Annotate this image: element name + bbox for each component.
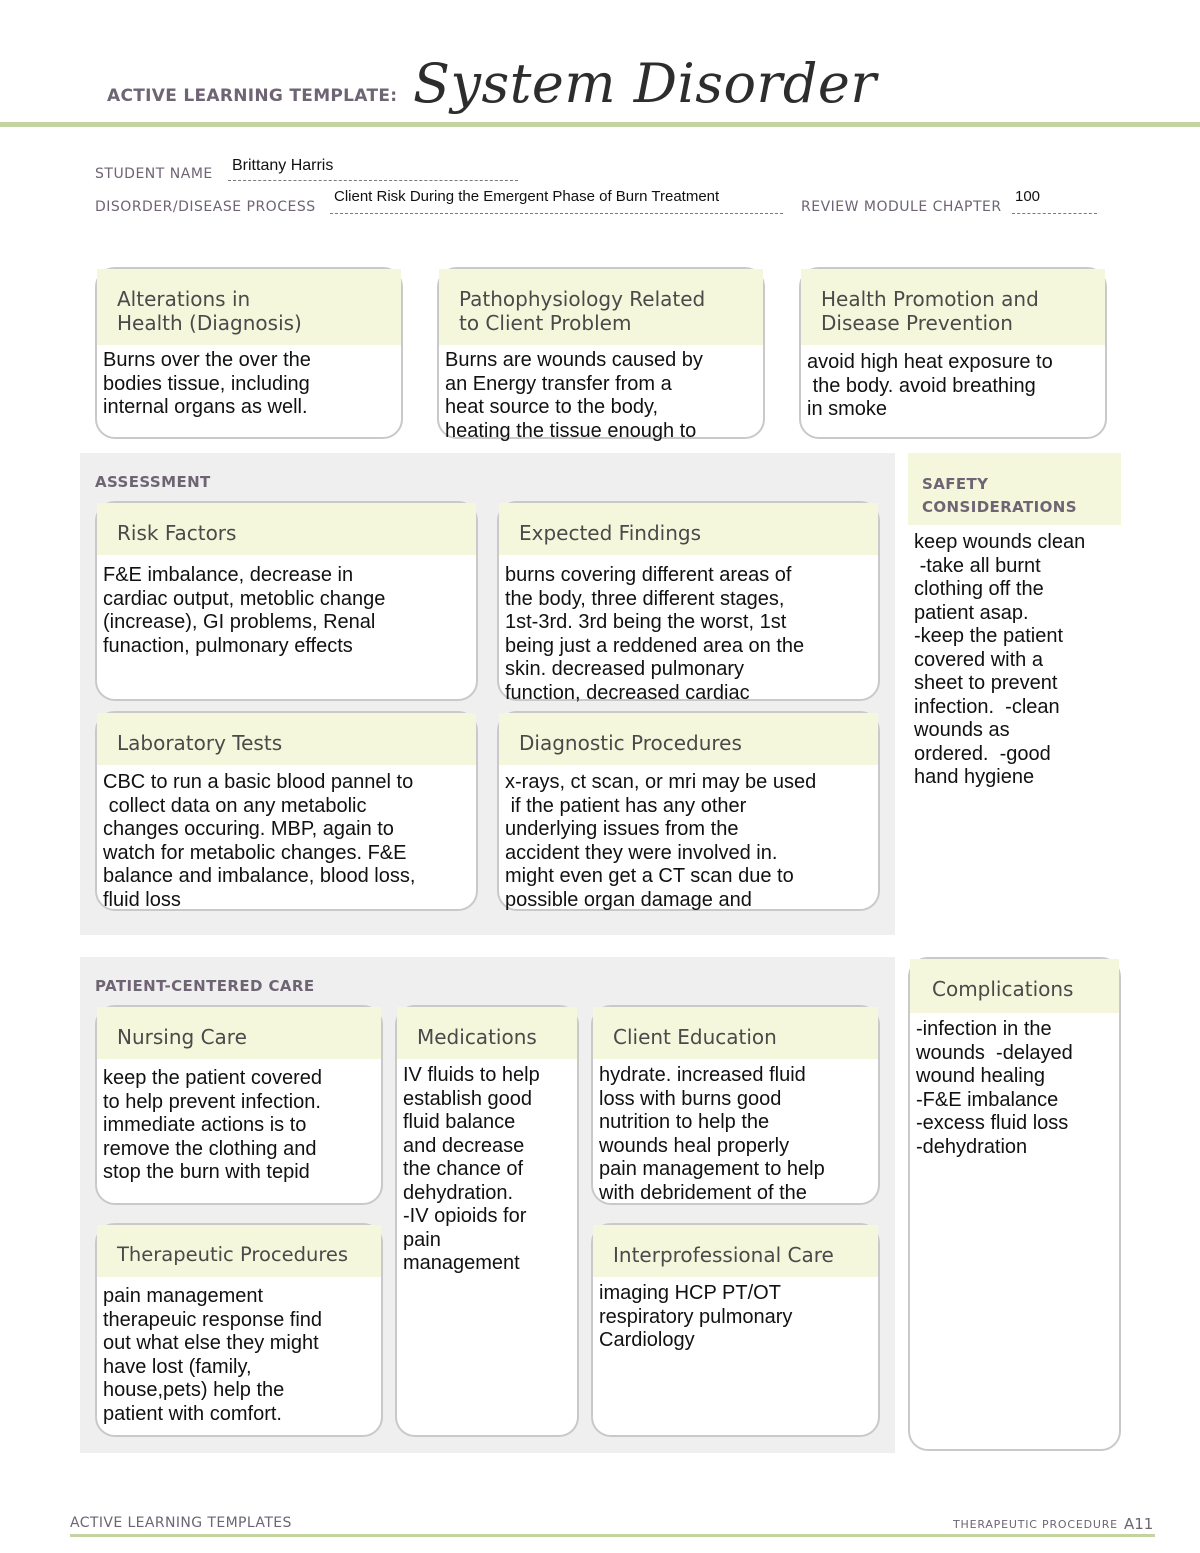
interprofessional-care-text[interactable]: imaging HCP PT/OT respiratory pulmonary Cardiology xyxy=(599,1282,793,1351)
therapeutic-procedures-title: Therapeutic Procedures xyxy=(97,1225,381,1277)
student-name-value: Brittany Harris xyxy=(232,157,334,174)
chapter-value: 100 xyxy=(1015,188,1041,205)
page-title: System Disorder xyxy=(413,52,877,115)
laboratory-tests-title: Laboratory Tests xyxy=(97,713,476,765)
expected-findings-box xyxy=(497,501,880,704)
complications-title: Complications xyxy=(910,959,1119,1013)
nursing-care-text[interactable]: keep the patient covered to help prevent infection. immediate actions is to remove the clothing and stop the burn with tepid xyxy=(103,1067,323,1183)
page-number: A11 xyxy=(1124,1515,1154,1533)
complications-text[interactable]: -infection in the wounds -delayed wound healing -F&E imbalance -excess fluid loss -dehydration xyxy=(916,1018,1073,1158)
interprofessional-care-title: Interprofessional Care xyxy=(593,1225,878,1277)
footer-section: THERAPEUTIC PROCEDURE xyxy=(953,1518,1118,1531)
footer-divider xyxy=(70,1534,1155,1537)
alterations-text[interactable]: Burns over the over the bodies tissue, including internal organs as well. xyxy=(103,349,311,418)
health-promotion-title: Health Promotion and Disease Prevention xyxy=(801,269,1105,345)
risk-factors-text[interactable]: F&E imbalance, decrease in cardiac output, metoblic change (increase), GI problems, Renal funaction, pulmonary effects xyxy=(103,564,386,657)
disorder-value: Client Risk During the Emergent Phase of Burn Treatment xyxy=(334,188,720,205)
client-education-title: Client Education xyxy=(593,1007,878,1059)
disorder-field[interactable] xyxy=(330,188,783,214)
client-education-text[interactable]: hydrate. increased fluid loss with burns good nutrition to help the wounds heal properly pain management to help with debridement of the xyxy=(599,1064,825,1204)
therapeutic-procedures-text[interactable]: pain management therapeuic response find out what else they might have lost (family, house,pets) help the patient with comfort. xyxy=(103,1285,323,1425)
diagnostic-procedures-title: Diagnostic Procedures xyxy=(499,713,878,765)
safety-text[interactable]: keep wounds clean -take all burnt clothing off the patient asap. -keep the patient covered with a sheet to prevent infection. -clean wounds as ordered. -good hand hygiene xyxy=(914,531,1086,788)
medications-box xyxy=(395,1005,579,1437)
student-name-label: STUDENT NAME xyxy=(95,166,213,182)
alterations-box xyxy=(95,267,403,439)
medications-title: Medications xyxy=(397,1007,577,1059)
assessment-label: ASSESSMENT xyxy=(95,473,211,491)
complications-box xyxy=(908,957,1121,1451)
header-divider xyxy=(0,122,1200,127)
safety-panel xyxy=(908,453,1121,935)
pathophysiology-text[interactable]: Burns are wounds caused by an Energy transfer from a heat source to the body, heating the tissue enough to xyxy=(445,349,703,442)
nursing-care-title: Nursing Care xyxy=(97,1007,381,1059)
health-promotion-text[interactable]: avoid high heat exposure to the body. avoid breathing in smoke xyxy=(807,351,1053,420)
pathophysiology-box xyxy=(437,267,765,442)
risk-factors-box xyxy=(95,501,478,701)
laboratory-tests-box xyxy=(95,711,478,911)
interprofessional-care-box xyxy=(591,1223,880,1437)
footer-left: ACTIVE LEARNING TEMPLATES xyxy=(70,1515,292,1531)
health-promotion-box xyxy=(799,267,1107,439)
template-label: ACTIVE LEARNING TEMPLATE: xyxy=(107,86,398,106)
expected-findings-title: Expected Findings xyxy=(499,503,878,555)
disorder-label: DISORDER/DISEASE PROCESS xyxy=(95,199,316,215)
nursing-care-box xyxy=(95,1005,383,1205)
pathophysiology-title: Pathophysiology Related to Client Problem xyxy=(439,269,763,345)
diagnostic-procedures-text[interactable]: x-rays, ct scan, or mri may be used if the patient has any other underlying issues from the accident they were involved in. might even get a CT scan due to possible organ damage and xyxy=(505,771,817,911)
safety-label: SAFETY CONSIDERATIONS xyxy=(922,475,1077,516)
client-education-box xyxy=(591,1005,880,1205)
expected-findings-text[interactable]: burns covering different areas of the body, three different stages, 1st-3rd. 3rd being the worst, 1st being just a reddened area on the skin. decreased pulmonary function, decreased cardiac xyxy=(505,564,805,704)
student-name-field[interactable] xyxy=(228,157,518,181)
chapter-label: REVIEW MODULE CHAPTER xyxy=(801,199,1002,215)
diagnostic-procedures-box xyxy=(497,711,880,911)
chapter-field[interactable] xyxy=(1012,188,1097,214)
risk-factors-title: Risk Factors xyxy=(97,503,476,555)
alterations-title: Alterations in Health (Diagnosis) xyxy=(97,269,401,345)
medications-text[interactable]: IV fluids to help establish good fluid balance and decrease the chance of dehydration. -IV opioids for pain management xyxy=(403,1064,540,1274)
laboratory-tests-text[interactable]: CBC to run a basic blood pannel to collect data on any metabolic changes occuring. MBP, again to watch for metabolic changes. F&E balance and imbalance, blood loss, fluid loss xyxy=(103,771,416,911)
therapeutic-procedures-box xyxy=(95,1223,383,1437)
patient-care-label: PATIENT-CENTERED CARE xyxy=(95,977,315,995)
